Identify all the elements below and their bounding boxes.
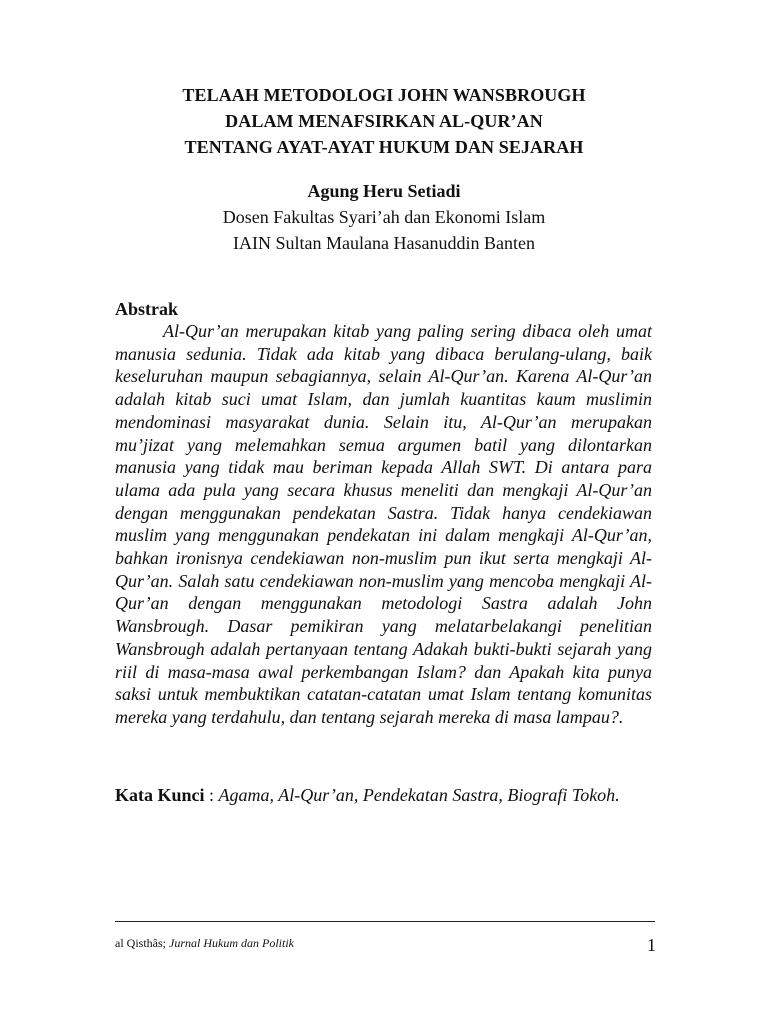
keywords (115, 782, 652, 808)
page-number: 1 (647, 935, 656, 955)
title-line-2: DALAM MENAFSIRKAN AL-QUR’AN (225, 111, 543, 131)
author-block (112, 178, 656, 256)
title-line-3: TENTANG AYAT-AYAT HUKUM DAN SEJARAH (184, 137, 584, 157)
paper-title (112, 82, 656, 160)
author-name: Agung Heru Setiadi (307, 181, 461, 201)
title-line-1: TELAAH METODOLOGI JOHN WANSBROUGH (182, 85, 586, 105)
footer-divider (115, 921, 655, 922)
author-affiliation-2: IAIN Sultan Maulana Hasanuddin Banten (233, 233, 535, 253)
abstract-text: Al-Qur’an merupakan kitab yang paling sering dibaca oleh umat manusia sedunia. Tidak ada kitab yang dibaca berulang-ulang, baik keseluruhan maupun sebagiannya, selain Al-Qur’an. Karena Al-Qur’an adalah kitab suci umat Islam, dan jumlah kuantitas kaum muslimin mendominasi masyarakat dunia. Selain itu, Al-Qur’an merupakan mu’jizat yang melemahkan semua argumen batil yang dilontarkan manusia yang tidak mau beriman kepada Allah SWT. Di antara para ulama ada pula yang secara khusus meneliti dan mengkaji Al-Qur’an dengan menggunakan pendekatan Sastra. Tidak hanya cendekiawan muslim yang menggunakan pendekatan ini dalam mengkaji Al-Qur’an, bahkan ironisnya cendekiawan non-muslim pun ikut serta mengkaji Al-Qur’an. Salah satu cendekiawan non-muslim yang mencoba mengkaji Al-Qur’an dengan menggunakan metodologi Sastra adalah John Wansbrough. Dasar pemikiran yang melatarbelakangi penelitian Wansbrough adalah pertanyaan tentang Adakah bukti-bukti sejarah yang riil di masa-masa awal perkembangan Islam? dan Apakah kita punya saksi untuk membuktikan catatan-catatan umat Islam tentang komunitas mereka yang terdahulu, dan tentang sejarah mereka di masa lampau?. (115, 321, 652, 727)
footer-journal-name: Jurnal Hukum dan Politik (169, 936, 294, 950)
keywords-label: Kata Kunci (115, 785, 205, 805)
keywords-value: Agama, Al-Qur’an, Pendekatan Sastra, Biografi Tokoh. (218, 785, 620, 805)
keywords-separator: : (204, 785, 219, 805)
footer-journal-prefix: al Qisthâs; (115, 936, 169, 950)
abstract-heading: Abstrak (115, 299, 179, 319)
author-affiliation-1: Dosen Fakultas Syari’ah dan Ekonomi Islam (222, 207, 546, 227)
footer-journal (115, 935, 294, 951)
